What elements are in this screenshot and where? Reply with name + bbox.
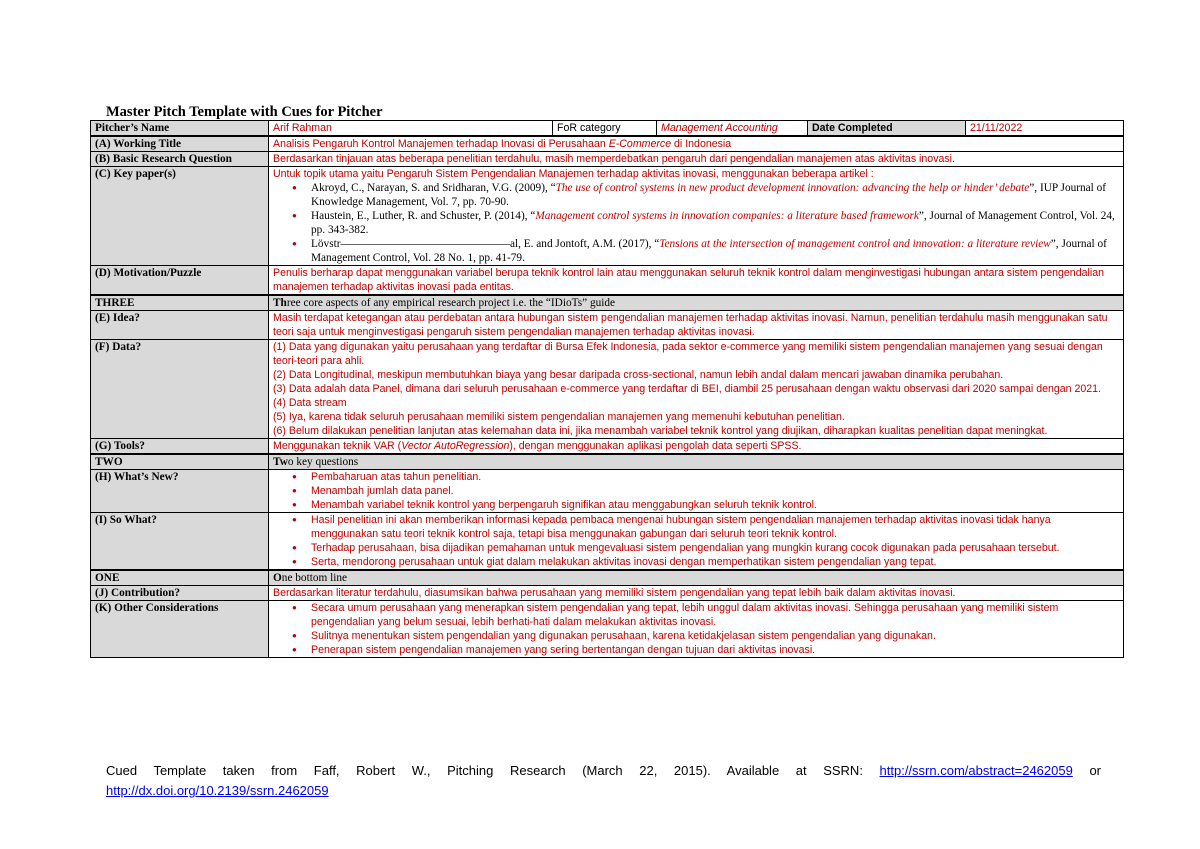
- row-value: [269, 601, 1124, 658]
- bullet-list: [273, 601, 1119, 657]
- bullet-list: [273, 513, 1119, 569]
- row-tools: [91, 439, 1124, 455]
- header-row: [91, 121, 1124, 137]
- key-papers-intro: Untuk topik utama yaitu Pengaruh Sistem Pengendalian Manajemen terhadap aktivitas inovasi, menggunakan beberapa artikel :: [273, 168, 874, 180]
- section-one: [91, 570, 1124, 586]
- section-description: Three core aspects of any empirical research project i.e. the “IDioTs” guide: [269, 295, 1124, 311]
- row-label: (I) So What?: [91, 513, 269, 571]
- row-working-title: [91, 136, 1124, 152]
- pitch-template-table: [90, 120, 1124, 658]
- citation-or: or: [1072, 763, 1101, 778]
- ssrn-link[interactable]: http://ssrn.com/abstract=2462059: [879, 763, 1073, 778]
- list-item: ● Serta, mendorong perusahaan untuk giat dalam melakukan aktivitas inovasi dengan memperhatikan sistem pengendalian yang tepat.: [311, 555, 1119, 569]
- bullet-list: [273, 470, 1119, 512]
- row-value: [269, 340, 1124, 439]
- section-two: [91, 454, 1124, 470]
- row-value: [269, 513, 1124, 571]
- row-key-papers: [91, 167, 1124, 266]
- row-idea: [91, 311, 1124, 340]
- row-motivation: [91, 266, 1124, 296]
- row-value: [269, 470, 1124, 513]
- row-value: Menggunakan teknik VAR (Vector AutoRegression), dengan menggunakan aplikasi pengolah data seperti SPSS.: [269, 439, 1124, 455]
- reference-item: ● Akroyd, C., Narayan, S. and Sridharan, V.G. (2009), “The use of control systems in new product development innovation: advancing the help or hinder’ debate”, IUP Journal of Knowledge Management, Vol. 7, pp. 70-90.: [311, 181, 1119, 209]
- section-description: Two key questions: [269, 454, 1124, 470]
- row-contribution: [91, 586, 1124, 601]
- row-label: (H) What’s New?: [91, 470, 269, 513]
- row-value: Berdasarkan literatur terdahulu, diasumsikan bahwa perusahaan yang memiliki sistem pengendalian yang tepat lebih baik dalam aktivitas inovasi.: [269, 586, 1124, 601]
- row-value: Analisis Pengaruh Kontrol Manajemen terhadap Inovasi di Perusahaan E-Commerce di Indonesia: [269, 136, 1124, 152]
- date-completed-label: Date Completed: [808, 121, 966, 137]
- row-data: [91, 340, 1124, 439]
- section-label: TWO: [91, 454, 269, 470]
- section-label: THREE: [91, 295, 269, 311]
- row-label: (C) Key paper(s): [91, 167, 269, 266]
- section-description: One bottom line: [269, 570, 1124, 586]
- row-label: (E) Idea?: [91, 311, 269, 340]
- pitcher-name-label: Pitcher’s Name: [91, 121, 269, 137]
- row-label: (K) Other Considerations: [91, 601, 269, 658]
- reference-item: ● Haustein, E., Luther, R. and Schuster, P. (2014), “Management control systems in innovation companies: a literature based framework”, Journal of Management Control, Vol. 24, pp. 343-382.: [311, 209, 1119, 237]
- data-line: (3) Data adalah data Panel, dimana dari seluruh perusahaan e-commerce yang terdaftar di BEI, diambil 25 perusahaan dengan waktu observasi dari 2020 sampai dengan 2021.: [273, 383, 1102, 395]
- row-basic-research-question: [91, 152, 1124, 167]
- row-label: (A) Working Title: [91, 136, 269, 152]
- reference-list: [273, 181, 1119, 265]
- list-item: ● Sulitnya menentukan sistem pengendalian yang digunakan perusahaan, karena ketidakjelasan sistem pengendalian yang digunakan.: [311, 629, 1119, 643]
- reference-item: ● Lövstr———————————————al, E. and Jontoft, A.M. (2017), “Tensions at the intersection of management control and innovation: a literature review”, Journal of Management Control, Vol. 28 No. 1, pp. 41-79.: [311, 237, 1119, 265]
- row-label: (D) Motivation/Puzzle: [91, 266, 269, 296]
- list-item: ● Penerapan sistem pengendalian manajemen yang sering bertentangan dengan tujuan dari aktivitas inovasi.: [311, 643, 1119, 657]
- row-whats-new: [91, 470, 1124, 513]
- row-value: [269, 167, 1124, 266]
- row-label: (G) Tools?: [91, 439, 269, 455]
- row-value: Berdasarkan tinjauan atas beberapa penelitian terdahulu, masih memperdebatkan pengaruh dari pengendalian manajemen atas aktivitas inovasi.: [269, 152, 1124, 167]
- row-value: Penulis berharap dapat menggunakan variabel berupa teknik kontrol lain atau menggunakan seluruh teknik kontrol dalam menginvestigasi hubungan antara sistem pengendalian manajemen terhadap aktivitas inovasi pada entitas.: [269, 266, 1124, 296]
- date-completed-value: 21/11/2022: [966, 121, 1124, 137]
- data-line: (2) Data Longitudinal, meskipun membutuhkan biaya yang besar daripada cross-sectional, namun lebih andal dalam mencari jawaban dinamika perubahan.: [273, 369, 1004, 381]
- for-category-value: Management Accounting: [657, 121, 808, 137]
- row-label: (J) Contribution?: [91, 586, 269, 601]
- row-label: (B) Basic Research Question: [91, 152, 269, 167]
- pitcher-name-value: Arif Rahman: [269, 121, 553, 137]
- citation-footer: [106, 761, 1101, 801]
- section-label: ONE: [91, 570, 269, 586]
- list-item: ● Terhadap perusahaan, bisa dijadikan pemahaman untuk mengevaluasi sistem pengendalian yang mungkin kurang cocok digunakan pada perusahaan tersebut.: [311, 541, 1119, 555]
- data-line: (4) Data stream: [273, 397, 347, 409]
- row-label: (F) Data?: [91, 340, 269, 439]
- list-item: ● Secara umum perusahaan yang menerapkan sistem pengendalian yang tepat, lebih unggul dalam aktivitas inovasi. Sehingga perusahaan yang memiliki sistem pengendalian yang belum sesuai, lebih berhati-hati dalam melakukan aktivitas inovasi.: [311, 601, 1119, 629]
- document-title: Master Pitch Template with Cues for Pitcher: [106, 104, 383, 120]
- list-item: ● Menambah variabel teknik kontrol yang berpengaruh signifikan atau menggabungkan seluruh teknik kontrol.: [311, 498, 1119, 512]
- list-item: ● Menambah jumlah data panel.: [311, 484, 1119, 498]
- section-three: [91, 295, 1124, 311]
- row-other-considerations: [91, 601, 1124, 658]
- row-so-what: [91, 513, 1124, 571]
- row-value: Masih terdapat ketegangan atau perdebatan antara hubungan sistem pengendalian manajemen terhadap aktivitas inovasi. Namun, penelitian terdahulu masih menggunakan satu teori saja untuk menginvestigasi pengaruh sistem pengendalian manajemen terhadap aktivitas inovasi.: [269, 311, 1124, 340]
- list-item: ● Hasil penelitian ini akan memberikan informasi kepada pembaca mengenai hubungan sistem pengendalian manajemen terhadap aktivitas inovasi tidak hanya menggunakan satu teori teknik kontrol saja, tetapi bisa menggunakan gabungan dari seluruh teori teknik kontrol.: [311, 513, 1119, 541]
- doi-link[interactable]: http://dx.doi.org/10.2139/ssrn.2462059: [106, 783, 329, 798]
- list-item: ● Pembaharuan atas tahun penelitian.: [311, 470, 1119, 484]
- data-line: (6) Belum dilakukan penelitian lanjutan atas kelemahan data ini, jika menambah variabel teknik kontrol yang diujikan, diharapkan kualitas penelitian dapat meningkat.: [273, 425, 1048, 437]
- data-line: (1) Data yang digunakan yaitu perusahaan yang terdaftar di Bursa Efek Indonesia, pada sektor e-commerce yang memiliki sistem pengendalian manajemen yang sesuai dengan teori-teori para ahli.: [273, 341, 1103, 367]
- citation-text: Cued Template taken from Faff, Robert W., Pitching Research (March 22, 2015). Available at SSRN:: [106, 763, 880, 778]
- for-category-label: FoR category: [553, 121, 657, 137]
- data-line: (5) Iya, karena tidak seluruh perusahaan memiliki sistem pengendalian manajemen yang memenuhi kebutuhan penelitian.: [273, 411, 845, 423]
